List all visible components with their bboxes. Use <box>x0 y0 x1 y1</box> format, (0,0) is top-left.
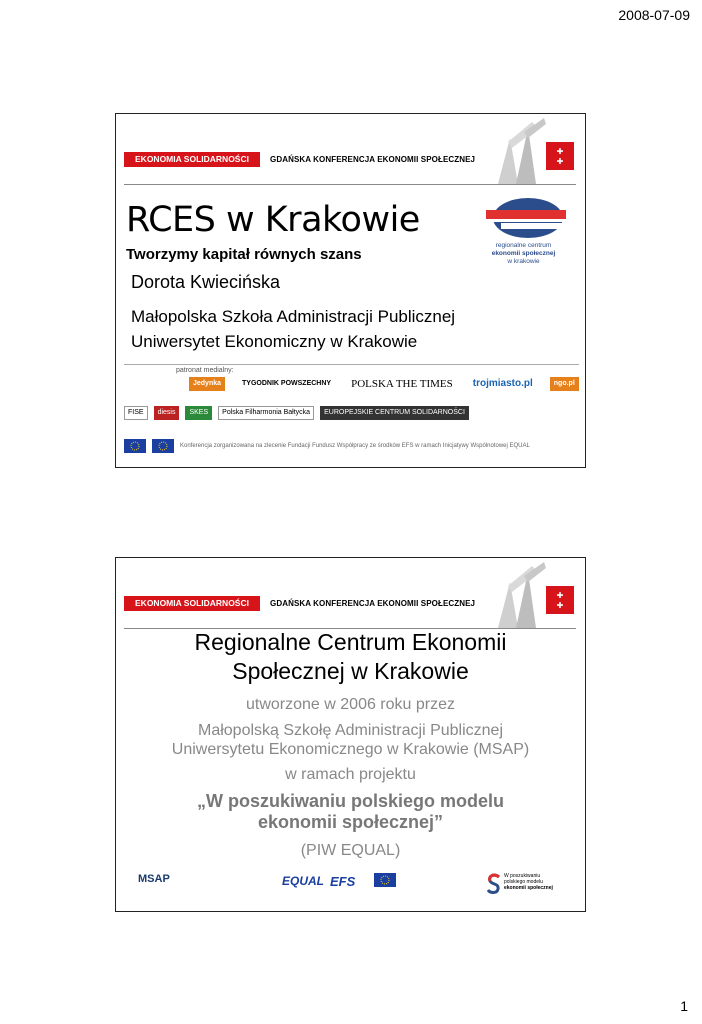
msap-logo <box>126 869 186 895</box>
piw-logo-line: W poszukiwaniu <box>504 873 541 879</box>
slide-subtitle: Tworzymy kapitał równych szans <box>126 246 362 263</box>
title-line: Społecznej w Krakowie <box>232 658 469 684</box>
rces-logo-line: ekonomii społecznej <box>491 250 556 257</box>
sponsor-logos <box>126 869 576 899</box>
project-name-line: „W poszukiwaniu polskiego modelu <box>196 791 505 811</box>
footer-divider <box>124 364 579 365</box>
title-line: Regionalne Centrum Ekonomii <box>194 629 507 655</box>
page-date: 2008-07-09 <box>618 7 690 23</box>
program-label: (PIW EQUAL) <box>300 842 401 859</box>
eu-flag-icon <box>124 439 146 453</box>
page-number: 1 <box>680 998 688 1014</box>
media-patrons <box>189 377 579 391</box>
rces-logo-line: regionalne centrum <box>495 242 552 249</box>
equal-logo: EQUAL <box>282 874 324 888</box>
piw-s-icon <box>486 873 502 895</box>
conference-header <box>124 596 579 612</box>
conference-title: GDAŃSKA KONFERENCJA EKONOMII SPOŁECZNEJ <box>270 599 476 608</box>
eu-flag-icon <box>374 873 396 887</box>
partner-logo: FISE <box>124 406 148 420</box>
partner-logo: EUROPEJSKIE CENTRUM SOLIDARNOŚCI <box>320 406 469 420</box>
rces-logo-icon <box>481 196 566 240</box>
brand-label: EKONOMIA SOLIDARNOŚCI <box>124 152 260 167</box>
slide-1 <box>115 113 586 468</box>
header-divider <box>124 184 576 185</box>
piw-logo-line: ekonomii społecznej <box>504 885 553 891</box>
body-line: utworzone w 2006 roku przez <box>246 696 455 713</box>
author-name: Dorota Kwiecińska <box>131 272 281 292</box>
partner-logo: Polska Filharmonia Bałtycka <box>218 406 314 420</box>
patron-logo: ngo.pl <box>550 377 579 391</box>
eu-logos <box>124 439 530 453</box>
affiliation-line: Małopolska Szkoła Administracji Publicznej <box>131 307 456 326</box>
partner-logo: SKES <box>185 406 212 420</box>
conference-title: GDAŃSKA KONFERENCJA EKONOMII SPOŁECZNEJ <box>270 155 476 164</box>
svg-text:✚: ✚ <box>556 157 564 166</box>
project-name <box>116 791 585 833</box>
svg-text:✚: ✚ <box>556 601 564 610</box>
funding-note: Konferencja zorganizowana na zlecenie Fundacji Fundusz Współpracy ze środków EFS w ramach Inicjatywy Wspólnotowej EQUAL <box>180 443 530 449</box>
patronage-label: patronat medialny: <box>176 367 234 374</box>
svg-text:✚: ✚ <box>556 591 564 600</box>
msap-logo-text: MSAP <box>138 873 170 885</box>
conference-header <box>124 152 579 168</box>
slide-2 <box>115 557 586 912</box>
affiliation <box>131 304 455 354</box>
eu-flag-icon <box>152 439 174 453</box>
brand-label: EKONOMIA SOLIDARNOŚCI <box>124 596 260 611</box>
piw-logo <box>486 873 576 897</box>
crane-graphic-icon <box>488 118 546 184</box>
piw-logo-line: polskiego modelu <box>504 879 543 885</box>
svg-text:✚: ✚ <box>556 147 564 156</box>
body-line: Uniwersytetu Ekonomicznego w Krakowie (MSAP) <box>171 741 530 758</box>
slide-title: RCES w Krakowie <box>126 200 420 240</box>
partner-logos <box>124 406 469 420</box>
body-line: w ramach projektu <box>285 766 416 783</box>
body-line: Małopolską Szkołę Administracji Publicznej <box>197 722 504 739</box>
patron-logo: trojmiasto.pl <box>472 378 533 389</box>
slide-title <box>116 628 585 686</box>
partner-logo: diesis <box>154 406 180 420</box>
crane-graphic-icon <box>488 562 546 628</box>
affiliation-line: Uniwersytet Ekonomiczny w Krakowie <box>131 332 418 351</box>
patron-logo: TYGODNIK POWSZECHNY <box>242 380 332 387</box>
rces-logo <box>481 196 566 271</box>
patron-logo: POLSKA THE TIMES <box>351 378 453 390</box>
patron-logo: Jedynka <box>189 377 225 391</box>
rces-logo-line: w krakowie <box>507 258 540 265</box>
project-name-line: ekonomii społecznej” <box>257 812 444 832</box>
efs-logo: EFS <box>330 874 356 889</box>
